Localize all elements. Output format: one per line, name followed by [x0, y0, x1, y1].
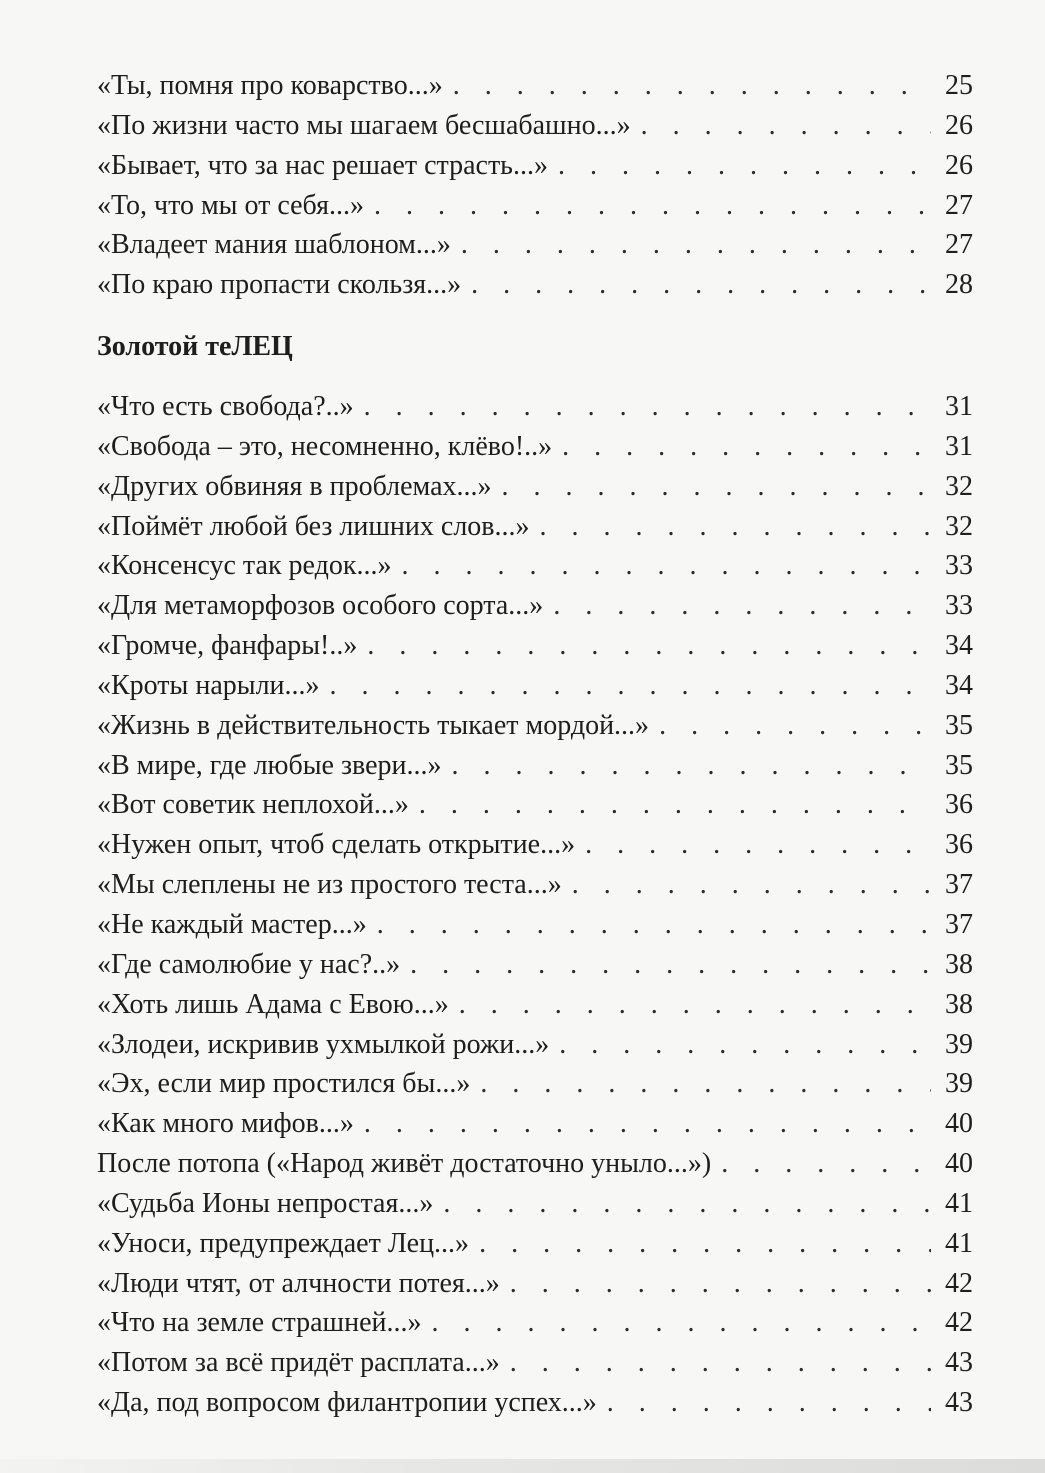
- dot-leader: [502, 467, 931, 507]
- toc-entry-page: 39: [945, 1028, 973, 1060]
- toc-entry-page: 33: [945, 550, 973, 582]
- dot-leader: [659, 706, 931, 746]
- toc-entry-title: «То, что мы от себя...»: [97, 189, 364, 221]
- toc-entry: [97, 666, 973, 706]
- toc-entry-title: «Что есть свобода?..»: [97, 391, 354, 422]
- dot-leader: [364, 387, 931, 427]
- toc-entry: [97, 785, 973, 825]
- toc-entry-page: 26: [945, 109, 973, 141]
- toc-entry-page: 31: [945, 430, 973, 462]
- toc-entry-page: 42: [945, 1307, 973, 1339]
- toc-entry-page: 35: [945, 749, 973, 781]
- toc-entry-page: 34: [945, 669, 973, 701]
- toc-entry-title: После потопа («Народ живёт достаточно уныло...»): [97, 1148, 712, 1180]
- toc-entry: [97, 467, 973, 507]
- toc-entry-title: «Мы слеплены не из простого теста...»: [97, 869, 562, 901]
- dot-leader: [471, 265, 931, 305]
- toc-entry-page: 41: [945, 1187, 973, 1219]
- toc-entry: [97, 1303, 973, 1343]
- dot-leader: [461, 225, 931, 265]
- toc-entry-page: 38: [945, 948, 973, 980]
- toc-entry-page: 32: [945, 470, 973, 502]
- toc-entry: [97, 265, 973, 305]
- toc-entry: [97, 225, 973, 265]
- toc-entry-page: 26: [945, 149, 973, 181]
- toc-entry-page: 27: [945, 229, 973, 261]
- toc-entry: [97, 1064, 973, 1104]
- toc-entry: [97, 186, 973, 226]
- toc-entry-title: «Ты, помня про коварство...»: [97, 70, 443, 101]
- dot-leader: [540, 507, 931, 547]
- toc-entry-title: «Уноси, предупреждает Лец...»: [97, 1227, 470, 1259]
- toc-entry-title: «Нужен опыт, чтоб сделать открытие...»: [97, 829, 576, 861]
- dot-leader: [364, 1104, 931, 1144]
- dot-leader: [453, 66, 931, 106]
- toc-entry: [97, 507, 973, 547]
- toc-entry-title: «Как много мифов...»: [97, 1108, 354, 1140]
- dot-leader: [419, 785, 931, 825]
- toc-entry: [97, 586, 973, 626]
- toc-entry-title: «В мире, где любые звери...»: [97, 749, 442, 781]
- toc-entry-page: 36: [945, 789, 973, 821]
- toc-entry: [97, 1025, 973, 1065]
- toc-entry-title: «Злодеи, искривив ухмылкой рожи...»: [97, 1028, 550, 1060]
- toc-entry-title: «Хоть лишь Адама с Евою...»: [97, 988, 449, 1020]
- toc-entry-title: «Судьба Ионы непростая...»: [97, 1187, 434, 1219]
- dot-leader: [510, 1264, 931, 1304]
- dot-leader: [721, 1144, 931, 1184]
- toc-list-section-2: [97, 387, 973, 1423]
- dot-leader: [479, 1224, 931, 1264]
- dot-leader: [401, 546, 931, 586]
- toc-entry-page: 34: [945, 630, 973, 662]
- toc-entry-page: 37: [945, 908, 973, 940]
- page-edge-shadow: [0, 1459, 1045, 1473]
- toc-entry-title: «Эх, если мир простился бы...»: [97, 1068, 471, 1100]
- toc-entry-page: 40: [945, 1108, 973, 1140]
- toc-entry-title: «Поймёт любой без лишних слов...»: [97, 510, 530, 542]
- dot-leader: [377, 905, 931, 945]
- toc-entry-title: «Кроты нарыли...»: [97, 669, 320, 701]
- toc-entry-title: «Свобода – это, несомненно, клёво!..»: [97, 430, 553, 462]
- toc-entry-page: 43: [945, 1387, 973, 1419]
- toc-entry-title: «Потом за всё придёт расплата...»: [97, 1347, 500, 1379]
- dot-leader: [367, 626, 931, 666]
- toc-entry: [97, 146, 973, 186]
- dot-leader: [451, 746, 931, 786]
- toc-entry: [97, 985, 973, 1025]
- toc-entry-title: «Консенсус так редок...»: [97, 550, 392, 582]
- toc-entry: [97, 626, 973, 666]
- toc-entry-page: 43: [945, 1347, 973, 1379]
- toc-entry: [97, 546, 973, 586]
- toc-entry: [97, 905, 973, 945]
- toc-entry-page: 27: [945, 189, 973, 221]
- section-heading: Золотой теЛЕЦ: [97, 331, 293, 362]
- toc-entry-title: «Громче, фанфары!..»: [97, 630, 358, 662]
- toc-entry: [97, 1343, 973, 1383]
- dot-leader: [330, 666, 931, 706]
- toc-entry: [97, 106, 973, 146]
- toc-entry: [97, 66, 973, 106]
- toc-entry-title: «Жизнь в действительность тыкает мордой...»: [97, 709, 650, 741]
- toc-entry-title: «Бывает, что за нас решает страсть...»: [97, 149, 548, 181]
- dot-leader: [559, 1025, 931, 1065]
- dot-leader: [641, 106, 931, 146]
- dot-leader: [480, 1064, 931, 1104]
- toc-entry-title: «Для метаморфозов особого сорта...»: [97, 590, 544, 622]
- toc-entry-page: 32: [945, 510, 973, 542]
- toc-entry-page: 38: [945, 988, 973, 1020]
- toc-entry: [97, 1184, 973, 1224]
- toc-entry-page: 42: [945, 1267, 973, 1299]
- dot-leader: [374, 186, 931, 226]
- dot-leader: [585, 825, 931, 865]
- dot-leader: [459, 985, 931, 1025]
- dot-leader: [431, 1303, 931, 1343]
- toc-list-section-1: [97, 66, 973, 305]
- toc-entry-page: 41: [945, 1227, 973, 1259]
- toc-entry: [97, 746, 973, 786]
- dot-leader: [562, 427, 931, 467]
- dot-leader: [553, 586, 931, 626]
- toc-entry-page: 39: [945, 1068, 973, 1100]
- toc-entry-title: «Вот советик неплохой...»: [97, 789, 409, 821]
- toc-entry-title: «Где самолюбие у нас?..»: [97, 948, 401, 980]
- toc-entry-title: «Да, под вопросом филантропии успех...»: [97, 1387, 597, 1419]
- toc-entry: [97, 387, 973, 427]
- toc-entry: [97, 1383, 973, 1423]
- toc-entry: [97, 706, 973, 746]
- dot-leader: [572, 865, 931, 905]
- toc-entry-page: 33: [945, 590, 973, 622]
- toc-entry: [97, 1144, 973, 1184]
- toc-entry-page: 28: [945, 269, 973, 301]
- toc-entry: [97, 427, 973, 467]
- toc-entry-page: 25: [945, 70, 973, 101]
- toc-entry: [97, 1104, 973, 1144]
- toc-entry-title: «Что на земле страшней...»: [97, 1307, 422, 1339]
- toc-entry-page: 36: [945, 829, 973, 861]
- dot-leader: [558, 146, 931, 186]
- toc-entry-title: «По краю пропасти скользя...»: [97, 269, 462, 301]
- dot-leader: [510, 1343, 931, 1383]
- toc-entry-title: «Не каждый мастер...»: [97, 908, 367, 940]
- toc-entry: [97, 1224, 973, 1264]
- toc-entry-page: 35: [945, 709, 973, 741]
- toc-entry-title: «Люди чтят, от алчности потея...»: [97, 1267, 500, 1299]
- dot-leader: [410, 945, 931, 985]
- toc-entry: [97, 945, 973, 985]
- toc-entry-page: 40: [945, 1148, 973, 1180]
- toc-entry-title: «По жизни часто мы шагаем бесшабашно...»: [97, 109, 631, 141]
- toc-entry: [97, 825, 973, 865]
- toc-entry-title: «Других обвиняя в проблемах...»: [97, 470, 492, 502]
- toc-entry: [97, 865, 973, 905]
- toc-entry-title: «Владеет мания шаблоном...»: [97, 229, 451, 261]
- toc-entry-page: 31: [945, 391, 973, 422]
- dot-leader: [443, 1184, 931, 1224]
- toc-entry: [97, 1264, 973, 1304]
- dot-leader: [607, 1383, 931, 1423]
- toc-entry-page: 37: [945, 869, 973, 901]
